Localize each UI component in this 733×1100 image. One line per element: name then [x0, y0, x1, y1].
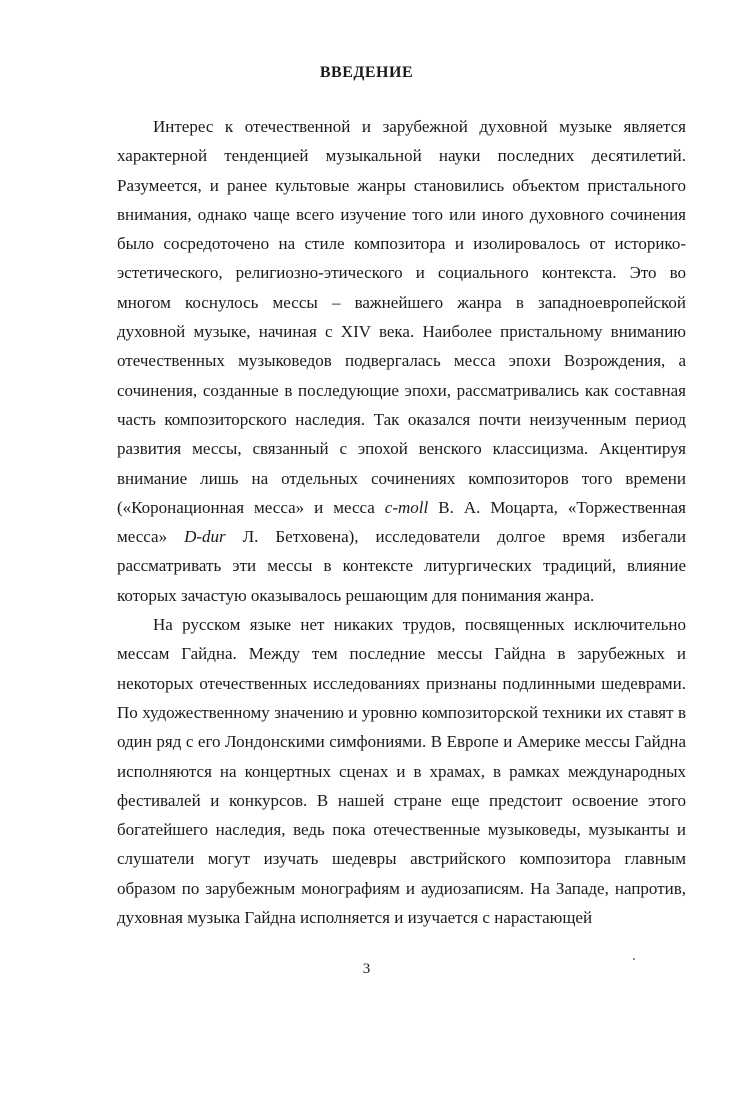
- key-c-moll: c-moll: [384, 497, 429, 517]
- page-number: 3: [362, 961, 371, 977]
- paragraph-1-text-c: Л. Бетховена), исследователи долгое время избегали рассматривать эти мессы в контексте литургических традиций, влияние которых зачастую оказывалось решающим для понимания жанра.: [117, 527, 686, 605]
- key-d-dur: D-dur: [184, 527, 226, 547]
- scan-speck: [633, 958, 635, 960]
- paragraph-1: [117, 112, 686, 610]
- paragraph-2-text: На русском языке нет никаких трудов, посвященных исключительно мессам Гайдна. Между тем последние мессы Гайдна в зарубежных и некоторых отечественных исследованиях признаны подлинными шедеврами. По художественному значению и уровню композиторской техники их ставят в один ряд с его Лондонскими симфониями. В Европе и Америке мессы Гайдна исполняются на концертных сценах и в храмах, в рамках международных фестивалей и конкурсов. В нашей стране еще предстоит освоение этого богатейшего наследия, ведь пока отечественные музыковеды, музыканты и слушатели могут изучать шедевры австрийского композитора главным образом по зарубежным монографиям и аудиозаписям. На Западе, напротив, духовная музыка Гайдна исполняется и изучается с нарастающей: [117, 615, 686, 928]
- paragraph-1-text-b: В. А. Моцарта, «Торжественная месса»: [117, 497, 686, 547]
- paragraph-1-text-a: Интерес к отечественной и зарубежной духовной музыке является характерной тенденцией музыкальной науки последних десятилетий. Разумеется, и ранее культовые жанры становились объектом пристального внимания, однако чаще всего изучение того или иного духовного сочинения было сосредоточено на стиле композитора и изолировалось от историко-эстетического, религиозно-этического и социального контекста. Это во многом коснулось мессы – важнейшего жанра в западноевропейской духовной музыке, начиная с XIV века. Наиболее пристальному вниманию отечественных музыковедов подвергалась месса эпохи Возрождения, а сочинения, созданные в последующие эпохи, рассматривались как составная часть композиторского наследия. Так оказался почти неизученным период развития мессы, связанный с эпохой венского классицизма. Акцентируя внимание лишь на отдельных сочинениях композиторов того времени («Коронационная месса» и месса: [117, 117, 686, 517]
- body-text: [117, 112, 686, 932]
- section-heading: ВВЕДЕНИЕ: [319, 64, 414, 81]
- paragraph-2: [117, 610, 686, 932]
